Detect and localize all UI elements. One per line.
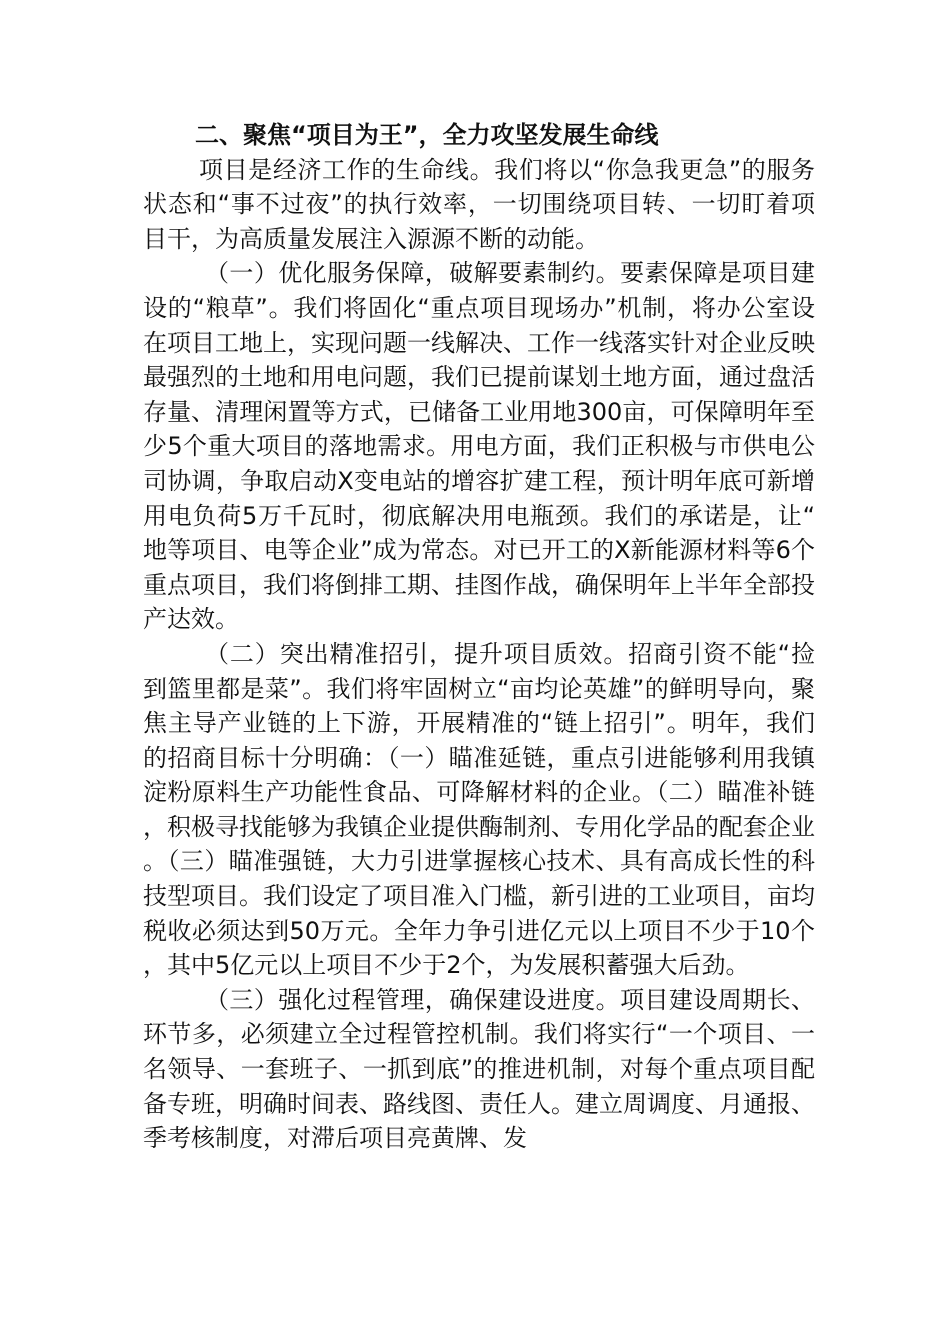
subsection-1-paragraph: （一）优化服务保障，破解要素制约。要素保障是项目建设的“粮草”。我们将固化“重点项目现场办”机制，将办公室设在项目工地上，实现问题一线解决、工作一线落实针对企业反映最强烈的土地和用电问题，我们已提前谋划土地方面，通过盘活存量、清理闲置等方式，已储备工业用地300亩，可保障明年至少5个重大项目的落地需求。用电方面，我们正积极与市供电公司协调，争取启动X变电站的增容扩建工程，预计明年底可新增用电负荷5万千瓦时，彻底解决用电瓶颈。我们的承诺是，让“地等项目、电等企业”成为常态。对已开工的X新能源材料等6个重点项目，我们将倒排工期、挂图作战，确保明年上半年全部投产达效。 (143, 259, 815, 634)
intro-paragraph: 项目是经济工作的生命线。我们将以“你急我更急”的服务状态和“事不过夜”的执行效率，一切围绕项目转、一切盯着项目干，为高质量发展注入源源不断的动能。 (143, 155, 815, 253)
document-body (143, 118, 815, 1156)
subsection-3-paragraph: （三）强化过程管理，确保建设进度。项目建设周期长、环节多，必须建立全过程管控机制。我们将实行“一个项目、一名领导、一套班子、一抓到底”的推进机制，对每个重点项目配备专班，明确时间表、路线图、责任人。建立周调度、月通报、季考核制度，对滞后项目亮黄牌、发 (143, 985, 815, 1153)
subsection-2-paragraph: （二）突出精准招引，提升项目质效。招商引资不能“捡到篮里都是菜”。我们将牢固树立“亩均论英雄”的鲜明导向，聚焦主导产业链的上下游，开展精准的“链上招引”。明年，我们的招商目标十分明确：（一）瞄准延链，重点引进能够利用我镇淀粉原料生产功能性食品、可降解材料的企业。（二）瞄准补链，积极寻找能够为我镇企业提供酶制剂、专用化学品的配套企业。（三）瞄准强链，大力引进掌握核心技术、具有高成长性的科技型项目。我们设定了项目准入门槛，新引进的工业项目，亩均税收必须达到50万元。全年力争引进亿元以上项目不少于10个，其中5亿元以上项目不少于2个，为发展积蓄强大后劲。 (143, 639, 815, 980)
section-heading: 二、聚焦“项目为王”，全力攻坚发展生命线 (195, 121, 659, 149)
